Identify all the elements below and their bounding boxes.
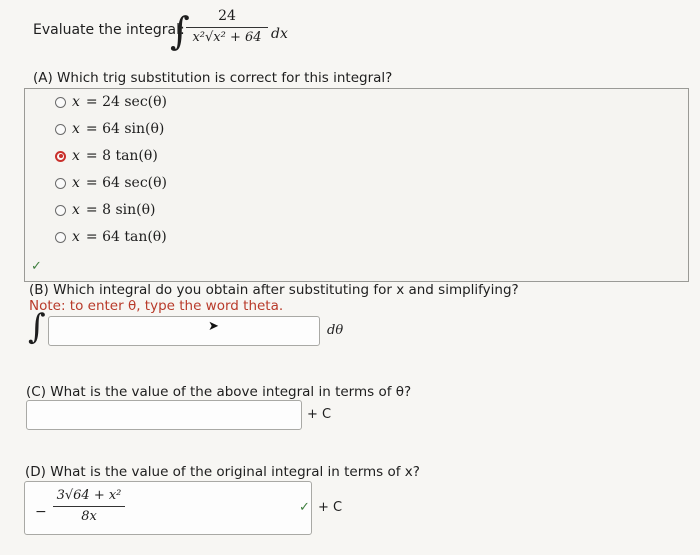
radio-option-5[interactable] [55,205,66,216]
option-1[interactable]: x = 24 sec(θ) [55,94,167,110]
option-3-label: = 8 tan(θ) [85,148,158,164]
option-6[interactable]: x = 64 tan(θ) [55,229,167,245]
part-d-answer-input[interactable] [24,481,312,535]
option-4[interactable]: x = 64 sec(θ) [55,175,167,191]
fraction-bar [186,27,268,28]
option-2[interactable]: x = 64 sin(θ) [55,121,164,137]
option-5-label: = 8 sin(θ) [85,202,156,218]
option-6-label: = 64 tan(θ) [85,229,167,245]
part-b-integral-input[interactable] [48,316,320,346]
problem-differential: dx [271,26,288,42]
option-3[interactable]: x = 8 tan(θ) [55,148,158,164]
part-b-question: (B) Which integral do you obtain after substituting for x and simplifying? [29,282,519,298]
problem-prompt: Evaluate the integral: [33,22,185,38]
integrand-numerator: 24 [218,8,236,24]
answer-minus-sign: − [35,504,47,520]
integrand-denominator: x²√x² + 64 [192,30,262,45]
part-d-plus-c: + C [318,500,343,515]
part-b-differential: dθ [327,323,344,338]
integrand-fraction [186,8,268,45]
part-a-correct-check-icon: ✓ [31,259,42,274]
option-5[interactable]: x = 8 sin(θ) [55,202,155,218]
radio-option-4[interactable] [55,178,66,189]
mouse-cursor-icon: ➤ [208,319,219,334]
option-2-label: = 64 sin(θ) [85,121,165,137]
radio-option-6[interactable] [55,232,66,243]
answer-fraction-bar [53,506,125,507]
answer-numerator: 3√64 + x² [56,488,122,503]
integral-symbol: ∫ [170,9,190,53]
answer-fraction [53,488,125,524]
part-b-integral-symbol: ∫ [28,307,46,347]
part-c-plus-c: + C [307,407,332,422]
part-a-question: (A) Which trig substitution is correct for this integral? [33,70,393,86]
part-d-question: (D) What is the value of the original integral in terms of x? [25,464,420,480]
answer-denominator: 8x [81,509,97,524]
part-c-answer-input[interactable] [26,400,302,430]
part-c-question: (C) What is the value of the above integral in terms of θ? [26,384,412,400]
option-4-label: = 64 sec(θ) [85,175,168,191]
radio-option-1[interactable] [55,97,66,108]
option-1-label: = 24 sec(θ) [85,94,168,110]
radio-option-3-selected[interactable] [55,151,66,162]
part-d-correct-check-icon: ✓ [299,500,310,515]
part-b-note: Note: to enter θ, type the word theta. [29,298,284,314]
radio-option-2[interactable] [55,124,66,135]
